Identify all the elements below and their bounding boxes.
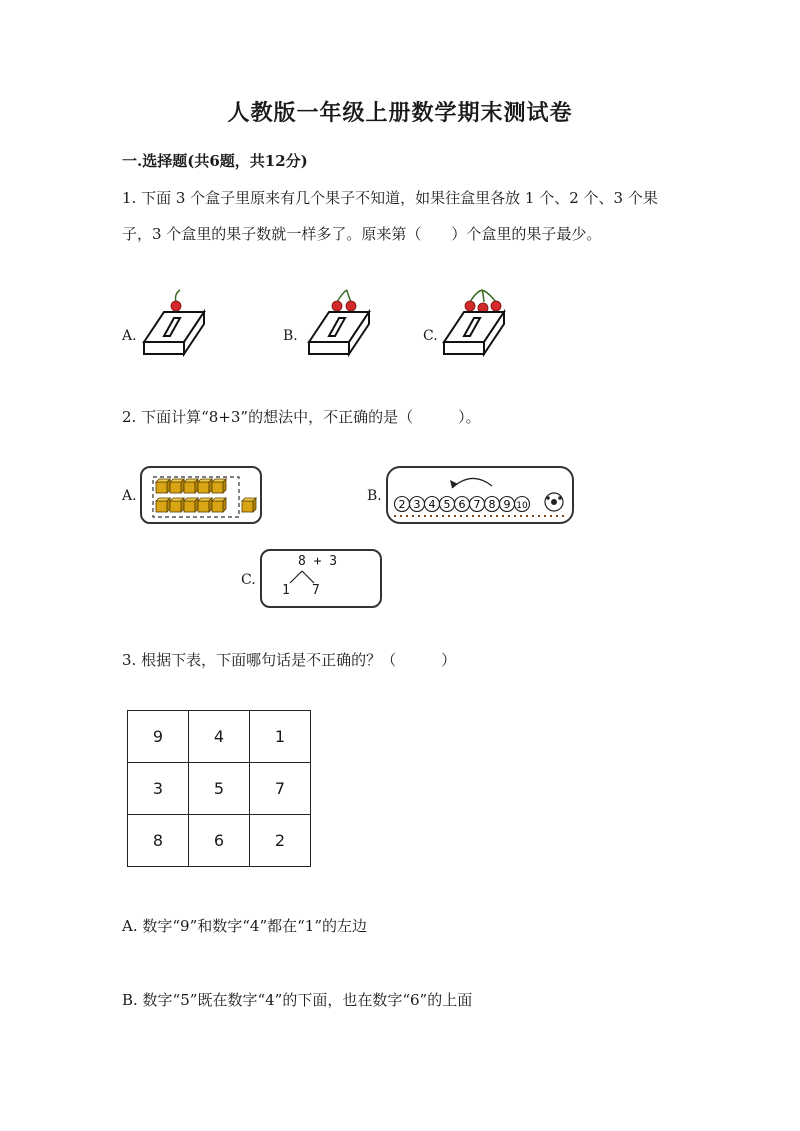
q1-option-c-label[interactable]: C. (423, 328, 438, 344)
page-title: 人教版一年级上册数学期末测试卷 (227, 100, 573, 126)
number-bead (440, 497, 455, 512)
number-bead (515, 497, 530, 512)
number-beads-image (388, 468, 572, 522)
bead-number-label: 8 (488, 498, 496, 511)
q2-option-a-label[interactable]: A. (122, 488, 137, 504)
box-with-one-cherry-image (140, 286, 210, 358)
q1-text-line2: 子，3 个盒里的果子数就一样多了。原来第（ ）个盒里的果子最少。 (122, 225, 602, 243)
q2-option-b-panel (386, 466, 574, 524)
box-with-three-cherries-image (440, 286, 510, 358)
number-bead (470, 497, 485, 512)
table-cell: 4 (189, 711, 250, 763)
number-bead (425, 497, 440, 512)
q2-option-c-label[interactable]: C. (241, 572, 256, 588)
bead-number-label: 2 (398, 498, 406, 511)
q2-text: 2. 下面计算“8+3”的想法中，不正确的是（ ）。 (122, 408, 481, 426)
q3-option-b[interactable]: B. 数字“5”既在数字“4”的下面，也在数字“6”的上面 (122, 991, 473, 1009)
number-bead (455, 497, 470, 512)
split-expression: 8 + 3 (298, 554, 338, 569)
table-cell: 2 (250, 815, 311, 867)
table-row (128, 711, 311, 763)
box-icon (144, 312, 204, 354)
q2-option-b-label[interactable]: B. (367, 488, 382, 504)
number-grid-table (127, 710, 311, 867)
cherry-icon (171, 290, 181, 311)
cube-icon (170, 479, 184, 493)
bead-number-label: 5 (443, 498, 451, 511)
number-bead (485, 497, 500, 512)
bead-number-label: 10 (516, 501, 528, 511)
cube-icon (156, 498, 170, 512)
cube-icon (242, 498, 256, 512)
cube-icon (184, 498, 198, 512)
split-left-number: 1 (282, 583, 290, 598)
cubes-image (142, 468, 260, 522)
table-cell: 3 (128, 763, 189, 815)
q1-option-a-label[interactable]: A. (122, 328, 137, 344)
table-row (128, 815, 311, 867)
box-icon (444, 312, 504, 354)
cube-icon (212, 479, 226, 493)
q2-option-a-panel (140, 466, 262, 524)
bead-number-label: 7 (473, 498, 481, 511)
q3-text: 3. 根据下表，下面哪句话是不正确的？（ ） (122, 651, 457, 669)
soccer-ball-icon (545, 493, 563, 511)
cube-icon (156, 479, 170, 493)
table-row (128, 763, 311, 815)
bead-group (395, 497, 530, 512)
bead-number-label: 4 (428, 498, 436, 511)
number-bead (500, 497, 515, 512)
split-right-number: 7 (312, 583, 320, 598)
table-cell: 1 (250, 711, 311, 763)
cube-group (156, 479, 256, 512)
cube-icon (198, 479, 212, 493)
table-cell: 6 (189, 815, 250, 867)
q1-option-b-label[interactable]: B. (283, 328, 298, 344)
bead-number-label: 6 (458, 498, 466, 511)
box-icon (309, 312, 369, 354)
bead-number-label: 3 (413, 498, 421, 511)
cube-icon (170, 498, 184, 512)
section-heading: 一.选择题(共6题，共12分) (122, 152, 308, 170)
number-bead (410, 497, 425, 512)
table-cell: 5 (189, 763, 250, 815)
q3-option-a[interactable]: A. 数字“9”和数字“4”都在“1”的左边 (122, 917, 368, 935)
cube-icon (212, 498, 226, 512)
cherries-icon (332, 290, 356, 311)
table-cell: 7 (250, 763, 311, 815)
cube-icon (198, 498, 212, 512)
q2-option-c-panel (260, 549, 382, 608)
bead-number-label: 9 (503, 498, 511, 511)
box-with-two-cherries-image (305, 286, 375, 358)
cube-icon (184, 479, 198, 493)
cherries-icon (465, 290, 501, 313)
table-cell: 9 (128, 711, 189, 763)
table-cell: 8 (128, 815, 189, 867)
q1-text-line1: 1. 下面 3 个盒子里原来有几个果子不知道，如果往盒里各放 1 个、2 个、3 个果 (122, 189, 658, 207)
number-bead (395, 497, 410, 512)
